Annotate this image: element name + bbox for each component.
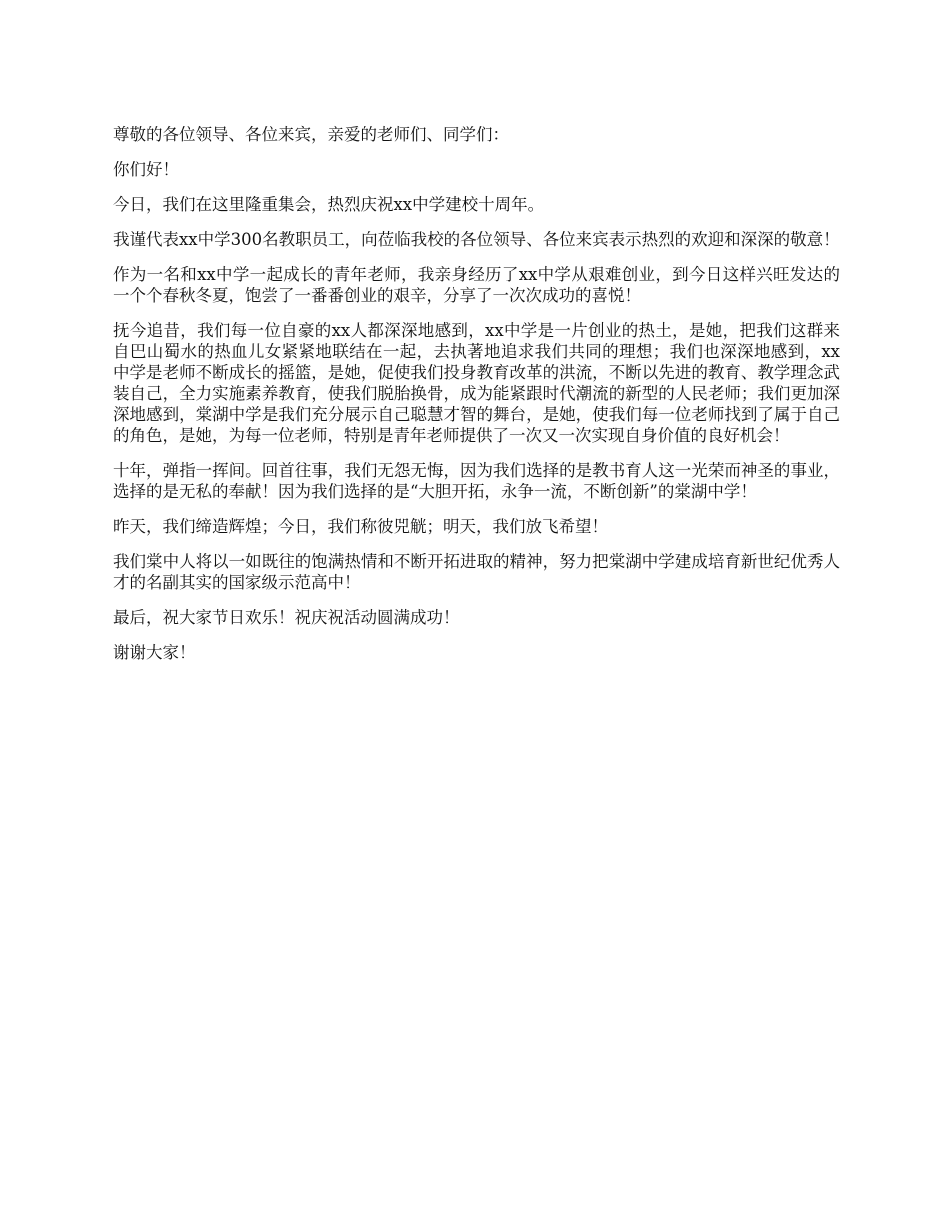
- closing-wishes: 最后，祝大家节日欢乐！祝庆祝活动圆满成功！: [113, 608, 460, 627]
- body-paragraph: 十年，弹指一挥间。回首往事，我们无怨无悔，因为我们选择的是教书育人这一光荣而神圣的事业，选择的是无私的奉献！因为我们选择的是“大胆开拓，永争一流，不断创新”的棠湖中学！: [113, 461, 840, 501]
- greeting: 你们好！: [113, 160, 179, 179]
- salutation: 尊敬的各位领导、各位来宾，亲爱的老师们、同学们：: [113, 125, 509, 144]
- body-paragraph: 我们棠中人将以一如既往的饱满热情和不断开拓进取的精神，努力把棠湖中学建成培育新世纪优秀人才的名副其实的国家级示范高中！: [113, 552, 840, 592]
- closing-thanks: 谢谢大家！: [113, 643, 196, 662]
- body-paragraph: 昨天，我们缔造辉煌；今日，我们称彼兕觥；明天，我们放飞希望！: [113, 517, 608, 536]
- body-paragraph: 我谨代表xx中学300名教职员工，向莅临我校的各位领导、各位来宾表示热烈的欢迎和深深的敬意！: [113, 230, 840, 249]
- body-paragraph: 今日，我们在这里隆重集会，热烈庆祝xx中学建校十周年。: [113, 195, 545, 214]
- document-body: [113, 124, 840, 677]
- body-paragraph: 作为一名和xx中学一起成长的青年老师，我亲身经历了xx中学从艰难创业，到今日这样兴旺发达的一个个春秋冬夏，饱尝了一番番创业的艰辛，分享了一次次成功的喜悦！: [113, 265, 840, 305]
- body-paragraph: 抚今追昔，我们每一位自豪的xx人都深深地感到，xx中学是一片创业的热土，是她，把我们这群来自巴山蜀水的热血儿女紧紧地联结在一起，去执著地追求我们共同的理想；我们也深深地感到，xx中学是老师不断成长的摇篮，是她，促使我们投身教育改革的洪流，不断以先进的教育、教学理念武装自己，全力实施素养教育，使我们脱胎换骨，成为能紧跟时代潮流的新型的人民老师；我们更加深深地感到，棠湖中学是我们充分展示自己聪慧才智的舞台，是她，使我们每一位老师找到了属于自己的角色，是她，为每一位老师，特别是青年老师提供了一次又一次实现自身价值的良好机会！: [113, 321, 840, 445]
